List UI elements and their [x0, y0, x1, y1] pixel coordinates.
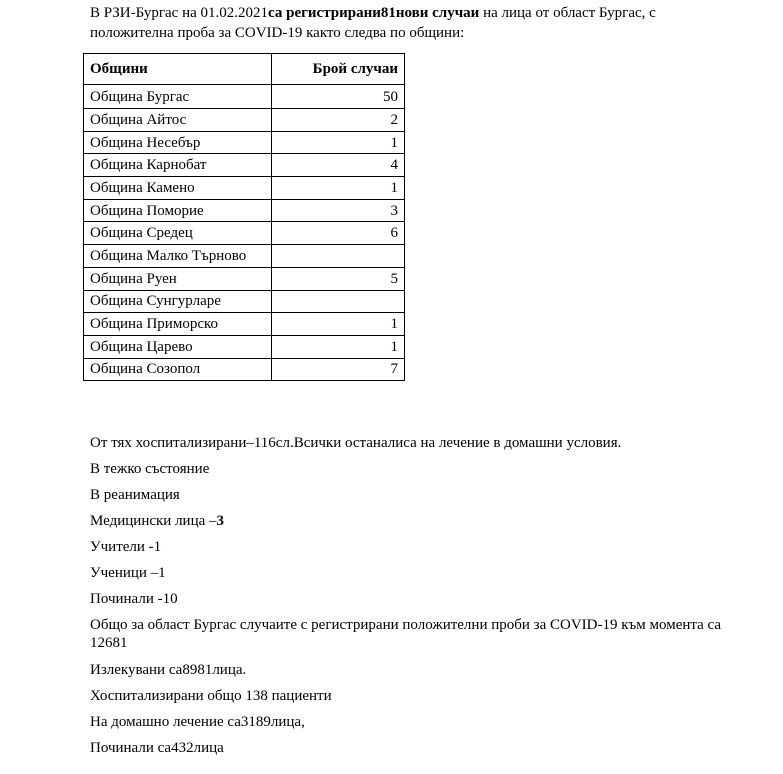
total-cases-line: Общо за област Бургас случаите с регистрирани положителни проби за COVID-19 към момента са 12681 [90, 617, 722, 651]
table-row [84, 358, 405, 381]
case-count-cell: 6 [272, 222, 405, 245]
municipality-name-cell: Община Приморско [84, 313, 272, 336]
table-row [84, 154, 405, 177]
table-row [84, 222, 405, 245]
table-row [84, 177, 405, 200]
municipality-name-cell: Община Сунгурларе [84, 290, 272, 313]
medical-staff-value: 3 [216, 513, 225, 529]
municipality-name-cell: Община Карнобат [84, 154, 272, 177]
case-count-cell: 2 [272, 109, 405, 132]
table-row [84, 245, 405, 268]
table-row [84, 109, 405, 132]
recovered-line: Излекувани са8981лица. [90, 662, 247, 678]
municipality-name-cell: Община Айтос [84, 109, 272, 132]
students-line: Ученици –1 [90, 565, 166, 581]
intro-text-before: В РЗИ-Бургас на 01.02.2021 [90, 5, 269, 21]
case-count-cell [272, 245, 405, 268]
municipality-name-cell: Община Бургас [84, 85, 272, 109]
municipality-name-cell: Община Поморие [84, 199, 272, 222]
municipality-name-cell: Община Малко Търново [84, 245, 272, 268]
case-count-cell: 1 [272, 335, 405, 358]
home-treatment-line: На домашно лечение са3189лица, [90, 714, 305, 730]
municipality-cases-table [83, 53, 405, 381]
municipality-name-cell: Община Средец [84, 222, 272, 245]
table-row [84, 85, 405, 109]
municipality-name-cell: Община Созопол [84, 358, 272, 381]
severe-condition-line: В тежко състояние [90, 461, 210, 477]
case-count-cell: 50 [272, 85, 405, 109]
table-header-row [84, 54, 405, 85]
intro-paragraph [90, 3, 730, 43]
table-body [84, 85, 405, 381]
table-row [84, 313, 405, 336]
case-count-cell: 1 [272, 177, 405, 200]
table-row [84, 335, 405, 358]
hospitalized-line: От тях хоспитализирани–116сл.Всички останалиса на лечение в домашни условия. [90, 435, 622, 451]
intro-bold-text: са регистрирани81нови случаи [268, 5, 480, 21]
medical-staff-label: Медицински лица – [90, 513, 217, 529]
hospitalized-total-line: Хоспитализирани общо 138 пациенти [90, 688, 332, 704]
case-count-cell: 5 [272, 267, 405, 290]
municipality-name-cell: Община Руен [84, 267, 272, 290]
case-count-cell: 7 [272, 358, 405, 381]
table-row [84, 199, 405, 222]
case-count-cell: 1 [272, 131, 405, 154]
header-case-count: Брой случаи [272, 54, 405, 85]
table-row [84, 131, 405, 154]
table-row [84, 267, 405, 290]
table-row [84, 290, 405, 313]
municipality-name-cell: Община Несебър [84, 131, 272, 154]
header-municipalities: Общини [84, 54, 272, 85]
statistics-section [90, 434, 740, 765]
teachers-line: Учители -1 [90, 539, 162, 555]
case-count-cell: 3 [272, 199, 405, 222]
icu-line: В реанимация [90, 487, 180, 503]
case-count-cell: 4 [272, 154, 405, 177]
deceased-total-line: Починали са432лица [90, 740, 224, 756]
medical-staff-line [90, 512, 740, 530]
intro-text-after: на лица от област Бургас, с положителна проба за COVID-19 както следва по общини: [90, 5, 656, 41]
case-count-cell [272, 290, 405, 313]
deceased-line: Починали -10 [90, 591, 178, 607]
municipality-name-cell: Община Царево [84, 335, 272, 358]
case-count-cell: 1 [272, 313, 405, 336]
municipality-name-cell: Община Камено [84, 177, 272, 200]
